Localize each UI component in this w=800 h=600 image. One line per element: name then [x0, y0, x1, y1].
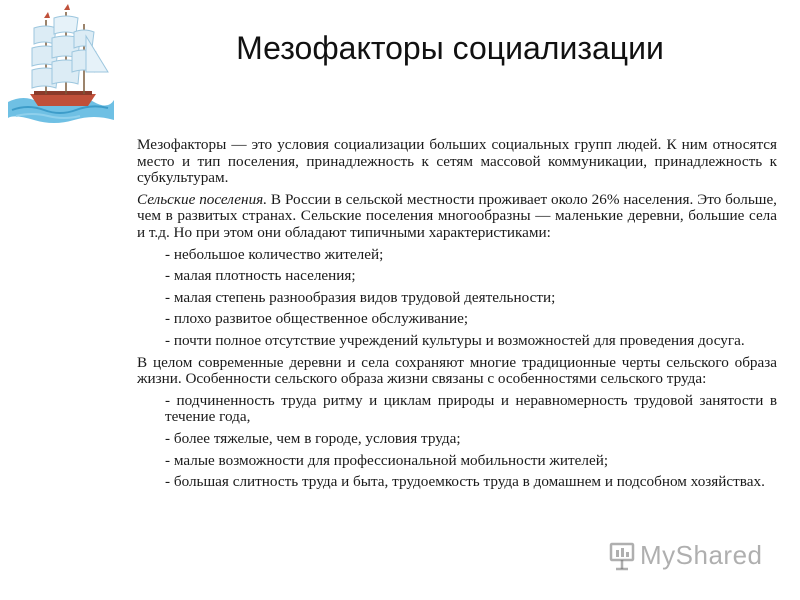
list-item: - небольшое количество жителей;: [165, 245, 384, 263]
list-item: - более тяжелые, чем в городе, условия труда;: [165, 429, 461, 447]
list-item: - малые возможности для профессиональной мобильности жителей;: [165, 451, 609, 469]
list-item: - почти полное отсутствие учреждений культуры и возможностей для проведения досуга.: [165, 331, 745, 349]
list-item: - подчиненность труда ритму и циклам природы и неравномерность трудовой занятости в течение года,: [165, 391, 777, 426]
rural-paragraph: [137, 192, 777, 242]
presentation-icon: [608, 541, 636, 571]
slide-body: [137, 137, 777, 496]
watermark-text: MyShared: [640, 540, 763, 570]
list-item: - большая слитность труда и быта, трудоемкость труда в домашнем и подсобном хозяйствах.: [165, 473, 765, 491]
summary-paragraph: В целом современные деревни и села сохраняют многие традиционные черты сельского образа жизни. Особенности сельского образа жизни связаны с особенностями сельского труда:: [137, 353, 777, 388]
list-item: - малая степень разнообразия видов трудовой деятельности;: [165, 288, 556, 306]
sailing-ship-icon: [4, 2, 116, 130]
rural-text: В России в сельской местности проживает около 26% населения. Это больше, чем в развитых странах. Сельские поселения многообразны — маленькие деревни, большие села и т.д. Но при этом они обладают типичными характеристиками:: [137, 190, 777, 241]
watermark: [608, 540, 763, 571]
list-item: - плохо развитое общественное обслуживание;: [165, 310, 469, 328]
rural-term: Сельские поселения.: [137, 190, 268, 208]
slide-title: Мезофакторы социализации: [236, 30, 664, 66]
intro-paragraph: Мезофакторы — это условия социализации больших социальных групп людей. К ним относятся место и тип поселения, принадлежность к сетям массовой коммуникации, принадлежность к субкультурам.: [137, 136, 777, 187]
list-item: - малая плотность населения;: [165, 267, 356, 285]
